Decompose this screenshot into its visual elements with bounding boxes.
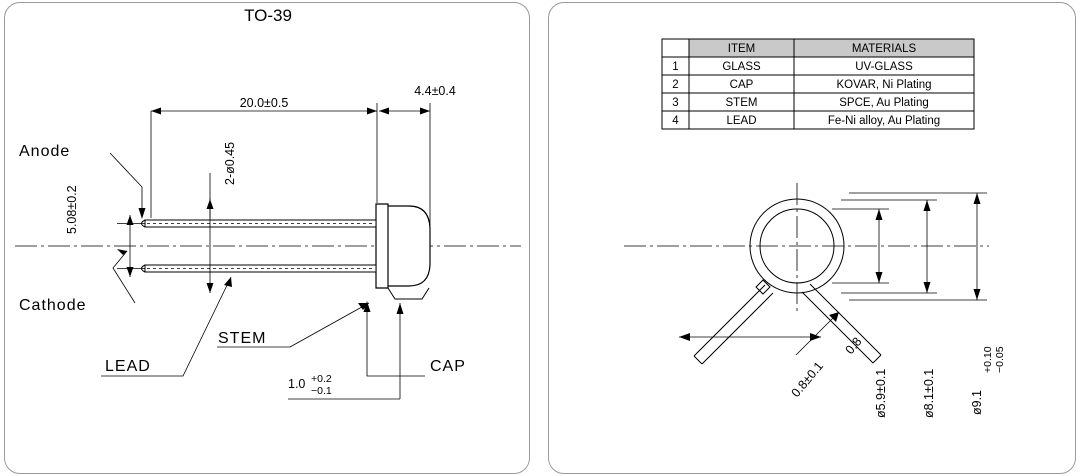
arrow-up-lead-dia [207, 199, 214, 209]
table-cell-item: CAP [729, 79, 754, 91]
table-header-materials-label: MATERIALS [851, 43, 917, 55]
label-cap: CAP [430, 358, 466, 375]
dim-lead-width [796, 312, 864, 357]
leader-anode [110, 153, 142, 215]
cathode-callout [19, 249, 135, 314]
lead-end-1 [694, 356, 702, 364]
dim-cap-dia [841, 200, 937, 418]
label-cathode: Cathode [19, 297, 87, 314]
dim-text-lead-diameter: 2-ø0.45 [223, 141, 237, 185]
arrow-anode [139, 208, 146, 219]
dim-lead-pitch [677, 333, 841, 400]
arrow-lead [224, 277, 232, 287]
arrow-left-44 [379, 108, 389, 115]
leader-cap [367, 303, 425, 376]
table-cell-material: KOVAR, Ni Plating [836, 79, 932, 91]
arrow-down-stem [974, 289, 981, 300]
lead-line-1b [702, 293, 773, 364]
table-header-item-label: ITEM [727, 43, 756, 55]
dim-text-stem-thickness: 1.0 [288, 377, 306, 391]
cap-callout [364, 301, 466, 376]
lead-callout [101, 277, 232, 376]
dim-text-stem-thickness-plus: +0.2 [311, 373, 332, 385]
lead-line-2a [802, 292, 873, 363]
dim-overall-length [151, 96, 377, 218]
label-stem: STEM [218, 330, 267, 347]
left-drawing-panel [4, 2, 530, 474]
arrow-down-glass [876, 272, 883, 283]
table-cell-material: Fe-Ni alloy, Au Plating [827, 115, 941, 127]
table-cell-material: SPCE, Au Plating [839, 97, 929, 109]
dim-text-overall-length: 20.0±0.5 [239, 96, 289, 110]
label-lead: LEAD [105, 358, 151, 375]
arrow-up-stem [974, 193, 981, 204]
dim-text-lead-pitch: 0.8±0.1 [788, 359, 827, 400]
dim-text-cap-dia: ø8.1±0.1 [922, 368, 936, 418]
materials-table [662, 39, 974, 129]
topview-body [750, 199, 844, 294]
arrow-up-cap [924, 200, 931, 211]
cap-flange [388, 288, 429, 299]
arrow-left-20 [151, 108, 161, 115]
lead-line-1a [694, 285, 765, 356]
dim-text-lead-spacing: 5.08±0.2 [65, 185, 79, 234]
table-cell-item: GLASS [722, 61, 761, 73]
table-cell-no: 1 [672, 61, 679, 73]
arrow-right-20 [367, 108, 377, 115]
table-cell-item: STEM [725, 97, 758, 109]
dim-text-stem-dia-minus: −0.05 [994, 346, 1006, 373]
leader-cathode [113, 251, 135, 303]
table-cell-no: 2 [672, 79, 679, 91]
arrow-stem-thick [397, 303, 404, 314]
anode-callout [19, 143, 146, 219]
arrow-down-cap [924, 282, 931, 293]
left-drawing-canvas [5, 3, 529, 473]
table-cell-no: 4 [672, 115, 679, 127]
leader-stem [290, 303, 369, 347]
table-cell-item: LEAD [726, 115, 757, 127]
table-cell-material: UV-GLASS [855, 61, 913, 73]
table-header-no [662, 39, 689, 57]
dim-text-stem-dia: ø9.1 [970, 389, 984, 415]
dim-text-stem-dia-plus: +0.10 [982, 346, 994, 373]
dim-text-lead-width: 0.8 [842, 334, 865, 357]
table-cell-no: 3 [672, 97, 679, 109]
arrow-cathode [117, 249, 127, 255]
dim-cap-height [379, 84, 456, 225]
right-drawing-canvas [549, 3, 1075, 473]
dim-text-cap-height: 4.4±0.4 [414, 84, 456, 98]
left-panel-title: TO-39 [244, 6, 292, 25]
right-drawing-panel [548, 2, 1076, 474]
arrow-right-44 [420, 108, 430, 115]
stem-callout [217, 303, 369, 347]
dim-text-glass-dia: ø5.9±0.1 [874, 368, 888, 418]
cap-body [376, 204, 430, 299]
dim-stem-thickness [288, 303, 404, 399]
arrow-down-lead-dia [207, 283, 214, 293]
lead-end-2 [873, 355, 881, 363]
dim-text-stem-thickness-minus: −0.1 [311, 385, 332, 397]
dim-lead-spacing [65, 185, 145, 277]
label-anode: Anode [19, 143, 71, 160]
dim-glass-dia [832, 209, 889, 418]
arrow-up-glass [876, 209, 883, 220]
stem-plate [376, 204, 388, 288]
